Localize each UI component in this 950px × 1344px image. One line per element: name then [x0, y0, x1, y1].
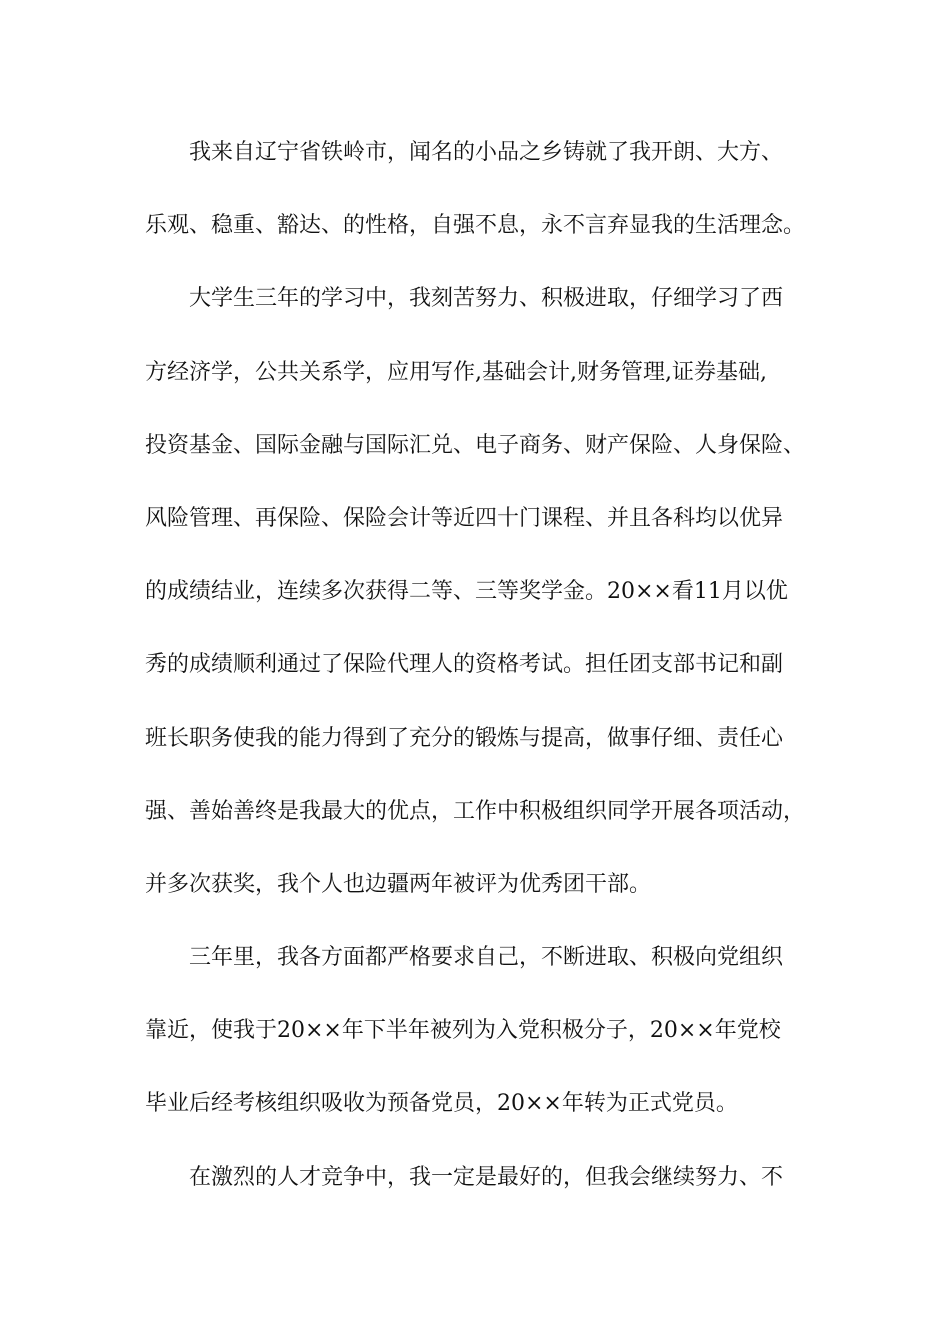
- text-line: 的成绩结业，连续多次获得二等、三等奖学金。20××看11月以优: [145, 579, 788, 605]
- text-line: 乐观、稳重、豁达、的性格，自强不息，永不言弃显我的生活理念。: [145, 213, 806, 239]
- text-line: 三年里，我各方面都严格要求自己，不断进取、积极向党组织: [189, 945, 784, 971]
- text-line: 秀的成绩顺利通过了保险代理人的资格考试。担任团支部书记和副: [145, 652, 784, 678]
- text-line: 毕业后经考核组织吸收为预备党员，20××年转为正式党员。: [145, 1091, 738, 1117]
- document-body: [145, 125, 835, 1223]
- text-line: 强、善始善终是我最大的优点，工作中积极组织同学开展各项活动，: [145, 798, 806, 824]
- text-line: 靠近，使我于20××年下半年被列为入党积极分子，20××年党校: [145, 1018, 781, 1044]
- text-line: 方经济学，公共关系学，应用写作,基础会计,财务管理,证券基础,: [145, 359, 767, 385]
- text-line: 在激烈的人才竞争中，我一定是最好的，但我会继续努力、不: [189, 1164, 784, 1190]
- text-line: 并多次获奖，我个人也边疆两年被评为优秀团干部。: [145, 871, 652, 897]
- text-line: 班长职务使我的能力得到了充分的锻炼与提高，做事仔细、责任心: [145, 725, 784, 751]
- text-line: 风险管理、再保险、保险会计等近四十门课程、并且各科均以优异: [145, 505, 784, 531]
- text-line: 投资基金、国际金融与国际汇兑、电子商务、财产保险、人身保险、: [145, 432, 806, 458]
- text-line: 大学生三年的学习中，我刻苦努力、积极进取，仔细学习了西: [189, 286, 784, 312]
- text-line: 我来自辽宁省铁岭市，闻名的小品之乡铸就了我开朗、大方、: [189, 140, 784, 165]
